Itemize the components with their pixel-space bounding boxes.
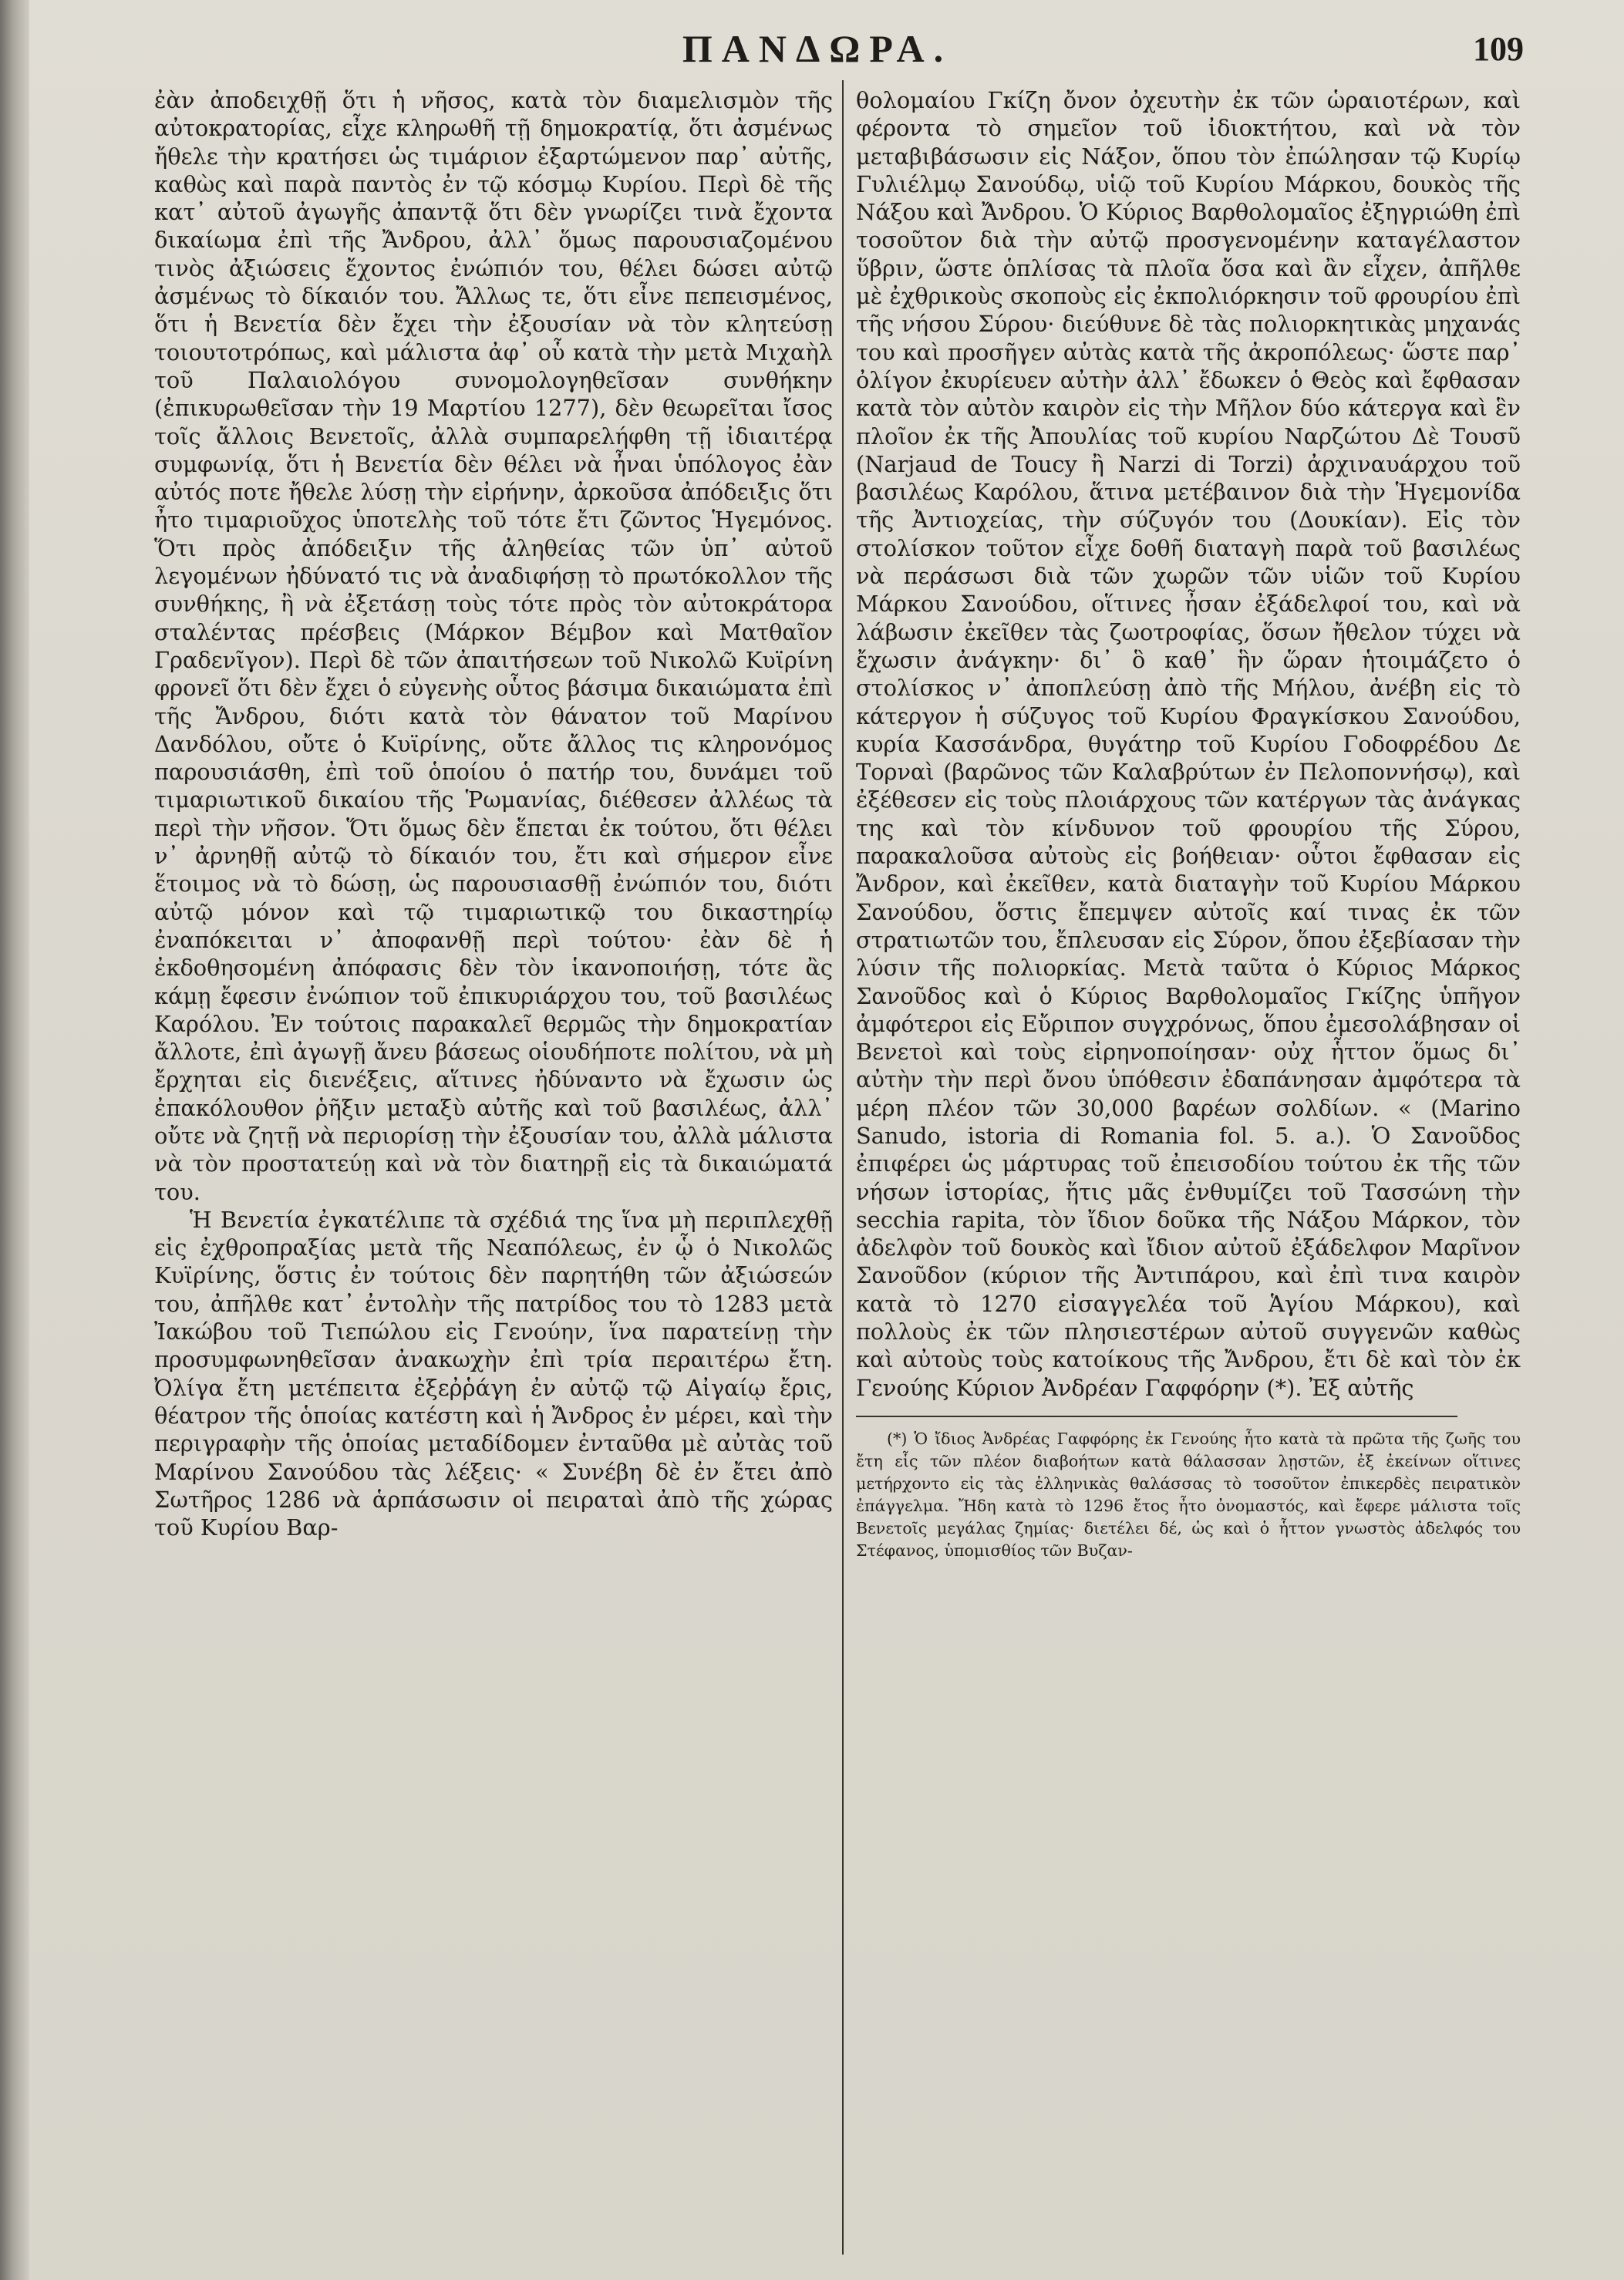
left-column xyxy=(154,86,833,2257)
page-binding-edge xyxy=(0,0,29,2280)
right-paragraph-1: θολομαίου Γκίζη ὄνον ὀχευτὴν ἐκ τῶν ὡραιοτέρων, καὶ φέροντα τὸ σημεῖον τοῦ ἰδιοκτήτου, καὶ νὰ τὸν μεταβιβάσωσιν εἰς Νάξον, ὅπου τὸν ἐπώλησαν τῷ Κυρίῳ Γυλιέλμῳ Σανούδῳ, υἱῷ τοῦ Κυρίου Μάρκου, δουκὸς τῆς Νάξου καὶ Ἄνδρου. Ὁ Κύριος Βαρθολομαῖος ἐξηγριώθη ἐπὶ τοσοῦτον διὰ τὴν αὐτῷ προσγενομένην καταγέλαστον ὕβριν, ὥστε ὁπλίσας τὰ πλοῖα ὅσα καὶ ἂν εἶχεν, ἀπῆλθε μὲ ἐχθρικοὺς σκοποὺς εἰς ἐκπολιόρκησιν τοῦ φρουρίου ἐπὶ τῆς νήσου Σύρου· διεύθυνε δὲ τὰς πολιορκητικὰς μηχανάς του καὶ προσῆγεν αὐτὰς κατὰ τῆς ἀκροπόλεως· ὥστε παρ᾽ ὀλίγον ἐκυρίευεν αὐτὴν ἀλλ᾽ ἔδωκεν ὁ Θεὸς καὶ ἔφθασαν κατὰ τὸν αὐτὸν καιρὸν εἰς τὴν Μῆλον δύο κάτεργα καὶ ἓν πλοῖον ἐκ τῆς Ἀπουλίας τοῦ κυρίου Ναρζώτου Δὲ Τουσῦ (Narjaud de Toucy ἢ Narzi di Torzi) ἀρχιναυάρχου τοῦ βασιλέως Καρόλου, ἅτινα μετέβαινον διὰ τὴν Ἡγεμονίδα τῆς Ἀντιοχείας, τὴν σύζυγόν του (Δουκίαν). Εἰς τὸν στολίσκον τοῦτον εἶχε δοθῆ διαταγὴ παρὰ τοῦ βασιλέως νὰ περάσωσι διὰ τῶν χωρῶν τῶν υἱῶν τοῦ Κυρίου Μάρκου Σανούδου, οἵτινες ἦσαν ἐξάδελφοί του, καὶ νὰ λάβωσιν ἐκεῖθεν τὰς ζωοτροφίας, ὅσων ἤθελον τύχει νὰ ἔχωσιν ἀνάγκην· δι᾽ ὃ καθ᾽ ἣν ὥραν ἡτοιμάζετο ὁ στολίσκος ν᾽ ἀποπλεύσῃ ἀπὸ τῆς Μήλου, ἀνέβη εἰς τὸ κάτεργον ἡ σύζυγος τοῦ Κυρίου Φραγκίσκου Σανούδου, κυρία Κασσάνδρα, θυγάτηρ τοῦ Κυρίου Γοδοφρέδου Δε Τορναὶ (βαρῶνος τῶν Καλαβρύτων ἐν Πελοποννήσῳ), καὶ ἐξέθεσεν εἰς τοὺς πλοιάρχους τῶν κατέργων τὰς ἀνάγκας της καὶ τὸν κίνδυνον τοῦ φρουρίου τῆς Σύρου, παρακαλοῦσα αὐτοὺς εἰς βοήθειαν· οὗτοι ἔφθασαν εἰς Ἄνδρον, καὶ ἐκεῖθεν, κατὰ διαταγὴν τοῦ Κυρίου Μάρκου Σανούδου, ὅστις ἔπεμψεν αὐτοῖς καί τινας ἐκ τῶν στρατιωτῶν του, ἔπλευσαν εἰς Σύρον, ὅπου ἐξεβίασαν τὴν λύσιν τῆς πολιορκίας. Μετὰ ταῦτα ὁ Κύριος Μάρκος Σανοῦδος καὶ ὁ Κύριος Βαρθολομαῖος Γκίζης ὑπῆγον ἀμφότεροι εἰς Εὔριπον συγχρόνως, ὅπου ἐμεσολάβησαν οἱ Βενετοὶ καὶ τοὺς εἰρηνοποίησαν· οὐχ ἧττον ὅμως δι᾽ αὐτὴν τὴν περὶ ὄνου ὑπόθεσιν ἐδαπάνησαν ἀμφότερα τὰ μέρη πλέον τῶν 30,000 βαρέων σολδίων. « (Marino Sanudo, istoria di Romania fol. 5. a.). Ὁ Σανοῦδος ἐπιφέρει ὡς μάρτυρας τοῦ ἐπεισοδίου τούτου ἐκ τῆς τῶν νήσων ἱστορίας, ἥτις μᾶς ἐνθυμίζει τοῦ Τασσώνη τὴν secchia rapita, τὸν ἴδιον δοῦκα τῆς Νάξου Μάρκον, τὸν ἀδελφὸν τοῦ δουκὸς καὶ ἴδιον αὐτοῦ ἐξάδελφον Μαρῖνον Σανοῦδον (κύριον τῆς Ἀντιπάρου, καὶ ἐπὶ τινα καιρὸν κατὰ τὸ 1270 εἰσαγγελέα τοῦ Ἁγίου Μάρκου), καὶ πολλοὺς ἐκ τῶν πλησιεστέρων αὐτοῦ συγγενῶν καθὼς καὶ αὐτοὺς τοὺς κατοίκους τῆς Ἄνδρου, ἔτι δὲ καὶ τὸν ἐκ Γενούης Κύριον Ἀνδρέαν Γαφφόρην (*). Ἐξ αὐτῆς xyxy=(856,87,1521,1401)
left-paragraph-2: Ἡ Βενετία ἐγκατέλιπε τὰ σχέδιά της ἵνα μὴ περιπλεχθῇ εἰς ἐχθροπραξίας μετὰ τῆς Νεαπόλεως, ἐν ᾧ ὁ Νικολῶς Κυϊρίνης, ὅστις ἐν τούτοις δὲν παρητήθη τῶν ἀξιώσεών του, ἀπῆλθε κατ᾽ ἐντολὴν τῆς πατρίδος του τὸ 1283 μετὰ Ἰακώβου τοῦ Τιεπώλου εἰς Γενούην, ἵνα παρατείνῃ τὴν προσυμφωνηθεῖσαν ἀνακωχὴν ἐπὶ τρία περαιτέρω ἔτη. Ὀλίγα ἔτη μετέπειτα ἐξεῤῥάγη ἐν αὐτῷ τῷ Αἰγαίῳ ἔρις, θέατρον τῆς ὁποίας κατέστη καὶ ἡ Ἄνδρος ἐν μέρει, καὶ τὴν περιγραφὴν τῆς ὁποίας μεταδίδομεν ἐνταῦθα μὲ αὐτὰς τοῦ Μαρίνου Σανούδου τὰς λέξεις· « Συνέβη δὲ ἐν ἔτει ἀπὸ Σωτῆρος 1286 νὰ ἁρπάσωσιν οἱ πειραταὶ ἀπὸ τῆς χώρας τοῦ Κυρίου Βαρ- xyxy=(154,1206,833,1541)
page-number: 109 xyxy=(1473,30,1524,68)
left-paragraph-1: ἐὰν ἀποδειχθῇ ὅτι ἡ νῆσος, κατὰ τὸν διαμελισμὸν τῆς αὐτοκρατορίας, εἶχε κληρωθῆ τῇ δημοκρατίᾳ, ὅτι ἀσμένως ἤθελε τὴν κρατήσει ὡς τιμάριον ἐξαρτώμενον παρ᾽ αὐτῆς, καθὼς καὶ παρὰ παντὸς ἐν τῷ κόσμῳ Κυρίου. Περὶ δὲ τῆς κατ᾽ αὐτοῦ ἀγωγῆς ἀπαντᾷ ὅτι δὲν γνωρίζει τινὰ ἔχοντα δικαίωμα ἐπὶ τῆς Ἄνδρου, ἀλλ᾽ ὅμως παρουσιαζομένου τινὸς ἀξιώσεις ἔχοντος ἐνώπιόν του, θέλει δώσει αὐτῷ ἀσμένως τὸ δίκαιόν του. Ἄλλως τε, ὅτι εἶνε πεπεισμένος, ὅτι ἡ Βενετία δὲν ἔχει τὴν ἐξουσίαν νὰ τὸν κλητεύσῃ τοιουτοτρόπως, καὶ μάλιστα ἀφ᾽ οὗ κατὰ τὴν μετὰ Μιχαὴλ τοῦ Παλαιολόγου συνομολογηθεῖσαν συνθήκην (ἐπικυρωθεῖσαν τὴν 19 Μαρτίου 1277), δὲν θεωρεῖται ἴσος τοῖς ἄλλοις Βενετοῖς, ἀλλὰ συμπαρελήφθη τῇ ἰδιαιτέρᾳ συμφωνίᾳ, ὅτι ἡ Βενετία δὲν θέλει νὰ ἦναι ὑπόλογος ἐὰν αὐτός ποτε ἤθελε λύσῃ τὴν εἰρήνην, ἀρκοῦσα ἀπόδειξις ὅτι ἦτο τιμαριοῦχος ὑποτελὴς τοῦ τότε ἔτι ζῶντος Ἡγεμόνος. Ὅτι πρὸς ἀπόδειξιν τῆς ἀληθείας τῶν ὑπ᾽ αὐτοῦ λεγομένων ἠδύνατό τις νὰ ἀναδιφήσῃ τὸ πρωτόκολλον τῆς συνθήκης, ἢ νὰ ἐξετάσῃ τοὺς τότε πρὸς τὸν αὐτοκράτορα σταλέντας πρέσβεις (Μάρκον Βέμβον καὶ Ματθαῖον Γραδενῖγον). Περὶ δὲ τῶν ἀπαιτήσεων τοῦ Νικολῶ Κυϊρίνη φρονεῖ ὅτι δὲν ἔχει ὁ εὐγενὴς οὗτος βάσιμα δικαιώματα ἐπὶ τῆς Ἄνδρου, διότι κατὰ τὸν θάνατον τοῦ Μαρίνου Δανδόλου, οὔτε ὁ Κυϊρίνης, οὔτε ἄλλος τις κληρονόμος παρουσιάσθη, ἐπὶ τοῦ ὁποίου ὁ πατήρ του, δυνάμει τοῦ τιμαριωτικοῦ δικαίου τῆς Ῥωμανίας, διέθεσεν ἀλλέως τὰ περὶ τὴν νῆσον. Ὅτι ὅμως δὲν ἕπεται ἐκ τούτου, ὅτι θέλει ν᾽ ἀρνηθῇ αὐτῷ τὸ δίκαιόν του, ἔτι καὶ σήμερον εἶνε ἕτοιμος νὰ τὸ δώσῃ, ὡς παρουσιασθῇ ἐνώπιόν του, διότι αὐτῷ μόνον καὶ τῷ τιμαριωτικῷ του δικαστηρίῳ ἐναπόκειται ν᾽ ἀποφανθῇ περὶ τούτου· ἐὰν δὲ ἡ ἐκδοθησομένη ἀπόφασις δὲν τὸν ἱκανοποιήσῃ, τότε ἂς κάμῃ ἔφεσιν ἐνώπιον τοῦ ἐπικυριάρχου του, τοῦ βασιλέως Καρόλου. Ἐν τούτοις παρακαλεῖ θερμῶς τὴν δημοκρατίαν ἄλλοτε, ἐπὶ ἀγωγῇ ἄνευ βάσεως οἱουδήποτε πολίτου, νὰ μὴ ἔρχηται εἰς διενέξεις, αἵτινες ἠδύναντο νὰ ἔχωσιν ὡς ἐπακόλουθον ῥῆξιν μεταξὺ αὐτῆς καὶ τοῦ βασιλέως, ἀλλ᾽ οὔτε νὰ ζητῇ νὰ περιορίσῃ τὴν ἐξουσίαν του, ἀλλὰ μάλιστα νὰ τὸν προστατεύῃ καὶ νὰ τὸν διατηρῇ εἰς τὰ δικαιώματά του. xyxy=(154,87,833,1205)
running-title: ΠΑΝΔΩΡΑ. xyxy=(682,27,953,70)
right-column xyxy=(856,86,1521,2257)
column-divider xyxy=(842,80,844,2255)
running-header xyxy=(108,22,1527,76)
footnote: (*) Ὁ ἴδιος Ἀνδρέας Γαφφόρης ἐκ Γενούης ἦτο κατὰ τὰ πρῶτα τῆς ζωῆς του ἔτη εἷς τῶν πλέον διαβοήτων κατὰ θάλασσαν λῃστῶν, ἐξ ἐκείνων οἵτινες μετήρχοντο εἰς τὰς ἑλληνικὰς θαλάσσας τὸ τοσοῦτον ἐπικερδὲς πειρατικὸν ἐπάγγελμα. Ἤδη κατὰ τὸ 1296 ἔτος ἦτο ὀνομαστός, καὶ ἔφερε μάλιστα τοῖς Βενετοῖς μεγάλας ζημίας· διετέλει δέ, ὡς καὶ ὁ ἧττον γνωστὸς ἀδελφός του Στέφανος, ὑπομισθίος τῶν Βυζαν- xyxy=(856,1429,1521,1560)
footnote-rule xyxy=(856,1416,1457,1417)
